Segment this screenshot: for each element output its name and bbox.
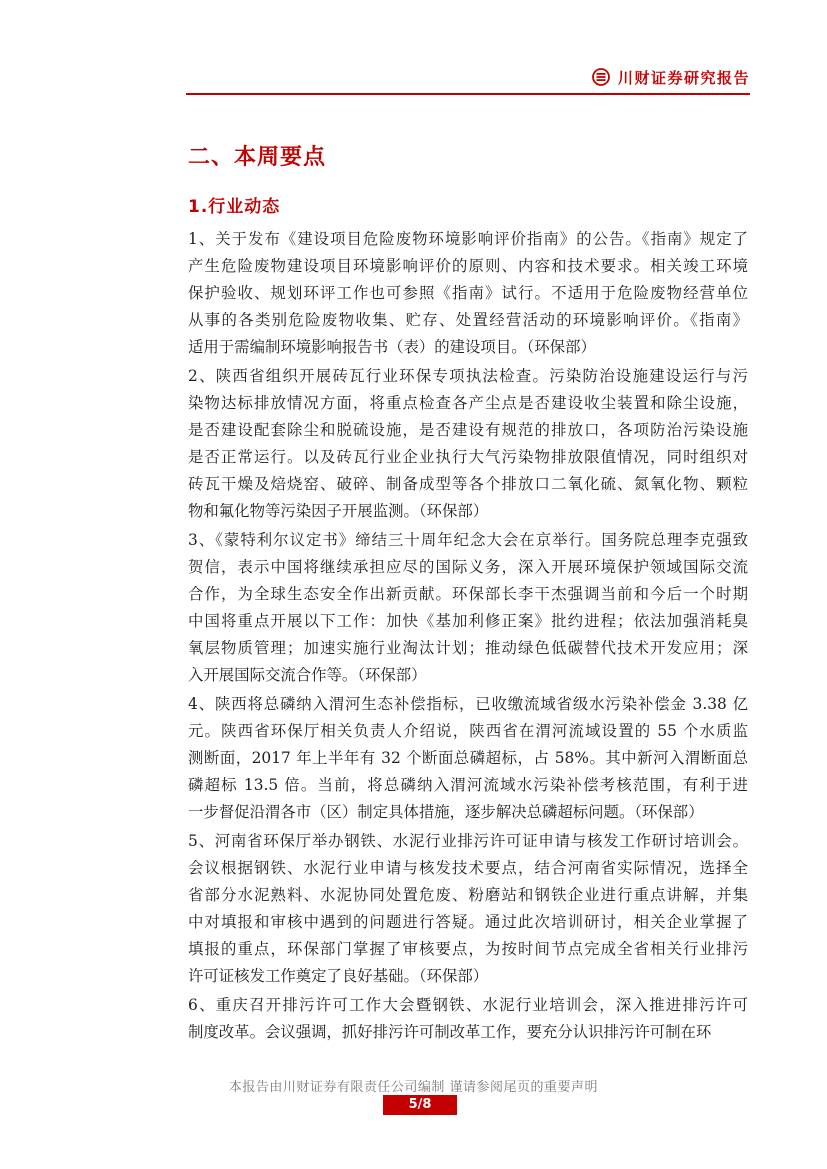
text-line: 产生危险废物建设项目环境影响评价的原则、内容和技术要求。相关竣工环境 bbox=[188, 257, 748, 275]
text-line: 贺信，表示中国将继续承担应尽的国际义务，深入开展环境保护领域国际交流 bbox=[188, 558, 748, 576]
paragraph bbox=[188, 691, 748, 826]
text-line: 是否正常运行。以及砖瓦行业企业执行大气污染物排放限值情况，同时组织对 bbox=[188, 448, 748, 466]
text-line: 2、陕西省组织开展砖瓦行业环保专项执法检查。污染防治设施建设运行与污 bbox=[188, 367, 748, 385]
text-line: 6、重庆召开排污许可工作大会暨钢铁、水泥行业培训会，深入推进排污许可 bbox=[188, 996, 748, 1014]
text-line: 染物达标排放情况方面，将重点检查各产尘点是否建设收尘装置和除尘设施， bbox=[188, 394, 748, 412]
text-line: 元。陕西省环保厅相关负责人介绍说，陕西省在渭河流域设置的 55 个水质监 bbox=[188, 722, 748, 740]
footer-disclaimer: 本报告由川财证券有限责任公司编制 谨请参阅尾页的重要声明 bbox=[228, 1080, 599, 1095]
report-header bbox=[186, 62, 750, 94]
paragraph bbox=[188, 226, 748, 361]
text-line: 填报的重点，环保部门掌握了审核要点，为按时间节点完成全省相关行业排污 bbox=[188, 940, 748, 958]
text-line: 适用于需编制环境影响报告书（表）的建设项目。（环保部） bbox=[188, 338, 596, 356]
brand-name: 川财证券研究报告 bbox=[617, 68, 750, 87]
header-divider bbox=[186, 93, 750, 95]
subsection-title: 1.行业动态 bbox=[188, 197, 281, 217]
text-line: 测断面，2017 年上半年有 32 个断面总磷超标，占 58%。其中新河入渭断面总 bbox=[188, 749, 748, 767]
text-line: 砖瓦干燥及焙烧窑、破碎、制备成型等各个排放口二氧化硫、氮氧化物、颗粒 bbox=[188, 475, 748, 493]
text-line: 1、关于发布《建设项目危险废物环境影响评价指南》的公告。《指南》规定了 bbox=[188, 230, 748, 248]
text-line: 省部分水泥熟料、水泥协同处置危废、粉磨站和钢铁企业进行重点讲解，并集 bbox=[188, 886, 748, 904]
broker-logo-icon bbox=[592, 68, 610, 86]
text-line: 4、陕西将总磷纳入渭河生态补偿指标，已收缴流域省级水污染补偿金 3.38 亿 bbox=[188, 695, 748, 713]
section-title: 二、本周要点 bbox=[188, 145, 327, 170]
paragraph bbox=[188, 363, 748, 525]
text-line: 许可证核发工作奠定了良好基础。（环保部） bbox=[188, 967, 489, 985]
text-line: 中国将重点开展以下工作：加快《基加利修正案》批约进程；依法加强消耗臭 bbox=[188, 612, 748, 630]
text-line: 会议根据钢铁、水泥行业申请与核发技术要点，结合河南省实际情况，选择全 bbox=[188, 859, 748, 877]
text-line: 5、河南省环保厅举办钢铁、水泥行业排污许可证申请与核发工作研讨培训会。 bbox=[188, 832, 748, 850]
text-line: 是否建设配套除尘和脱硫设施，是否建设有规范的排放口，各项防治污染设施 bbox=[188, 421, 748, 439]
text-line: 一步督促沿渭各市（区）制定具体措施，逐步解决总磷超标问题。（环保部） bbox=[188, 803, 704, 821]
text-line: 磷超标 13.5 倍。当前，将总磷纳入渭河流域水污染补偿考核范围，有利于进 bbox=[188, 776, 748, 794]
text-line: 从事的各类别危险废物收集、贮存、处置经营活动的环境影响评价。《指南》 bbox=[188, 311, 748, 329]
page-number: 5/8 bbox=[383, 1095, 457, 1115]
body-text bbox=[188, 226, 748, 1048]
text-line: 物和氟化物等污染因子开展监测。（环保部） bbox=[188, 502, 489, 520]
text-line: 保护验收、规划环评工作也可参照《指南》试行。不适用于危险废物经营单位 bbox=[188, 284, 748, 302]
text-line: 制度改革。会议强调，抓好排污许可制改革工作，要充分认识排污许可制在环 bbox=[188, 1023, 712, 1041]
paragraph bbox=[188, 527, 748, 689]
paragraph bbox=[188, 992, 748, 1046]
text-line: 中对填报和审核中遇到的问题进行答疑。通过此次培训研讨，相关企业掌握了 bbox=[188, 913, 748, 931]
text-line: 入开展国际交流合作等。（环保部） bbox=[188, 666, 427, 684]
text-line: 3、《蒙特利尔议定书》缔结三十周年纪念大会在京举行。国务院总理李克强致 bbox=[188, 531, 748, 549]
paragraph bbox=[188, 828, 748, 990]
brand bbox=[592, 62, 750, 92]
text-line: 合作，为全球生态安全作出新贡献。环保部长李干杰强调当前和今后一个时期 bbox=[188, 585, 748, 603]
text-line: 氧层物质管理；加速实施行业淘汰计划；推动绿色低碳替代技术开发应用；深 bbox=[188, 639, 748, 657]
